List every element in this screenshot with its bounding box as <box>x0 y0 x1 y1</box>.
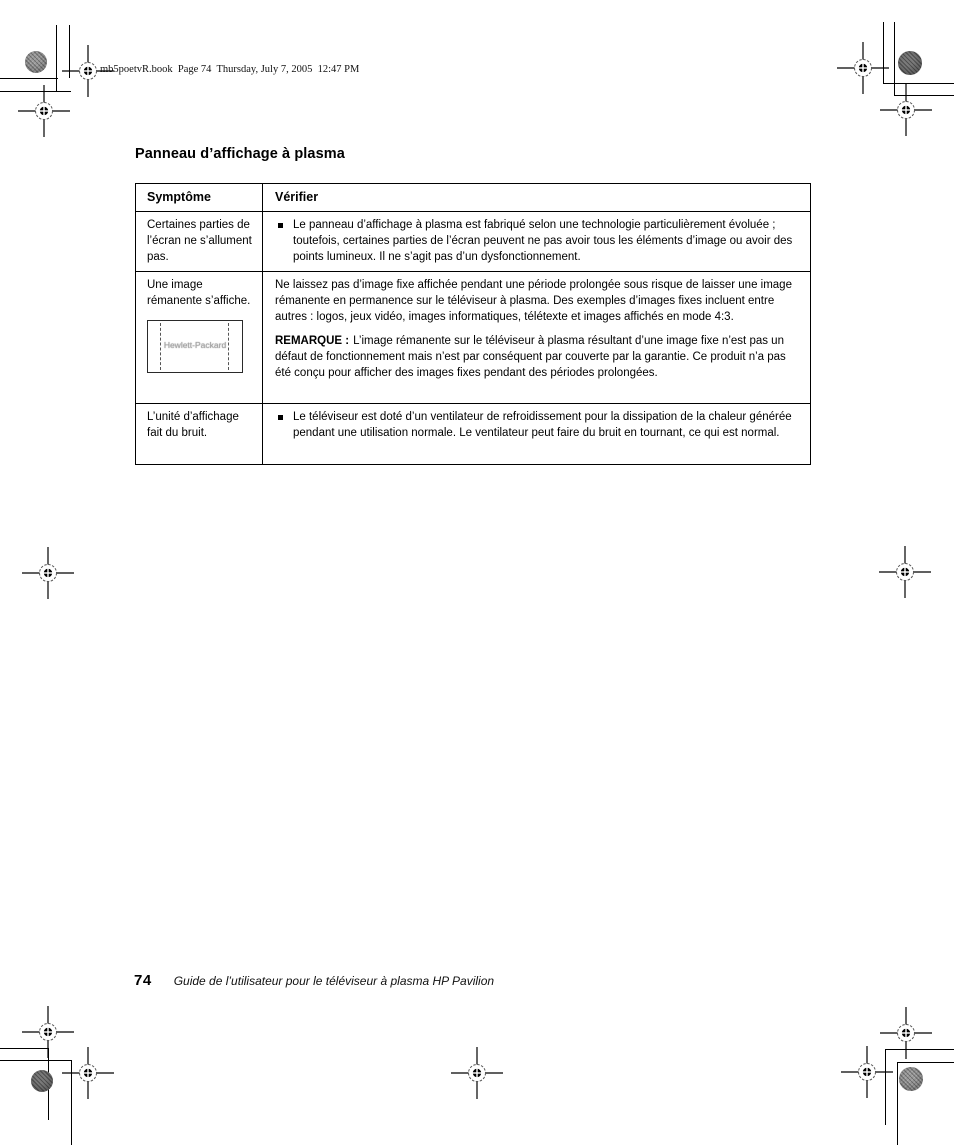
column-header-verify: Vérifier <box>275 190 319 204</box>
verify-cell <box>263 404 810 464</box>
note-text: L’image rémanente sur le téléviseur à plasma résultant d’une image fixe n’est pas un défaut de fonctionnement mais n’est par conséquent par couverte par la garantie. Ce produit n’a pas été conçu pour afficher des images fixes pendant des périodes prolongées. <box>275 335 786 379</box>
symptom-cell: L’unité d’affichage fait du bruit. <box>136 404 263 464</box>
image-retention-illustration <box>147 320 243 373</box>
page-footer <box>134 972 494 989</box>
square-bullet-icon <box>278 415 283 420</box>
print-color-dot-icon <box>898 51 922 75</box>
print-header-line: mb5poetvR.book Page 74 Thursday, July 7, 2005 12:47 PM <box>100 64 360 75</box>
verify-cell <box>263 212 810 271</box>
registration-crosshair-icon <box>880 1007 932 1059</box>
print-color-dot-icon <box>899 1067 923 1091</box>
section-title: Panneau d’affichage à plasma <box>135 146 345 162</box>
registration-crosshair-icon <box>62 1047 114 1099</box>
trim-line <box>0 78 58 79</box>
print-color-dot-icon <box>25 51 47 73</box>
trim-line <box>897 1062 954 1063</box>
registration-crosshair-icon <box>22 547 74 599</box>
registration-crosshair-icon <box>451 1047 503 1099</box>
table-row <box>136 272 810 404</box>
registration-crosshair-icon <box>18 85 70 137</box>
verify-text: Le téléviseur est doté d’un ventilateur de refroidissement pour la dissipation de la chaleur générée pendant une utilisation normale. Le ventilateur peut faire du bruit en tournant, ce qui est normal. <box>293 411 792 439</box>
verify-text: Le panneau d’affichage à plasma est fabriqué selon une technologie particulièrement évoluée ; toutefois, certaines parties de l’écran peuvent ne pas avoir tous les éléments d’image ou avoir des points lumineux. Il ne s’agit pas d’un dysfonctionnement. <box>293 219 793 263</box>
column-header-symptom: Symptôme <box>136 184 263 211</box>
trim-line <box>56 25 57 91</box>
troubleshooting-table <box>135 183 811 465</box>
registration-crosshair-icon <box>880 84 932 136</box>
footer-title: Guide de l’utilisateur pour le téléviseur à plasma HP Pavilion <box>173 974 495 988</box>
table-header-row <box>136 184 810 212</box>
verify-paragraph: Ne laissez pas d’image fixe affichée pendant une période prolongée sous risque de laisser une image rémanente en permanence sur le téléviseur à plasma. Des exemples d’images fixes incluent entre autres : logos, jeux vidéo, images informatiques, télétexte et images affichés en mode 4:3. <box>275 279 792 323</box>
symptom-text: Une image rémanente s’affiche. <box>147 279 251 307</box>
registration-crosshair-icon <box>879 546 931 598</box>
symptom-cell: Certaines parties de l’écran ne s’allument pas. <box>136 212 263 271</box>
note-label: REMARQUE : <box>275 335 350 348</box>
verify-cell <box>263 272 810 403</box>
page-number: 74 <box>134 972 152 989</box>
ghost-logo-text: Hewlett-Packard <box>163 340 227 351</box>
symptom-cell <box>136 272 263 403</box>
trim-line <box>897 1062 898 1145</box>
print-color-dot-icon <box>31 1070 53 1092</box>
table-row <box>136 404 810 464</box>
table-row <box>136 212 810 272</box>
square-bullet-icon <box>278 223 283 228</box>
note-paragraph <box>275 334 800 381</box>
